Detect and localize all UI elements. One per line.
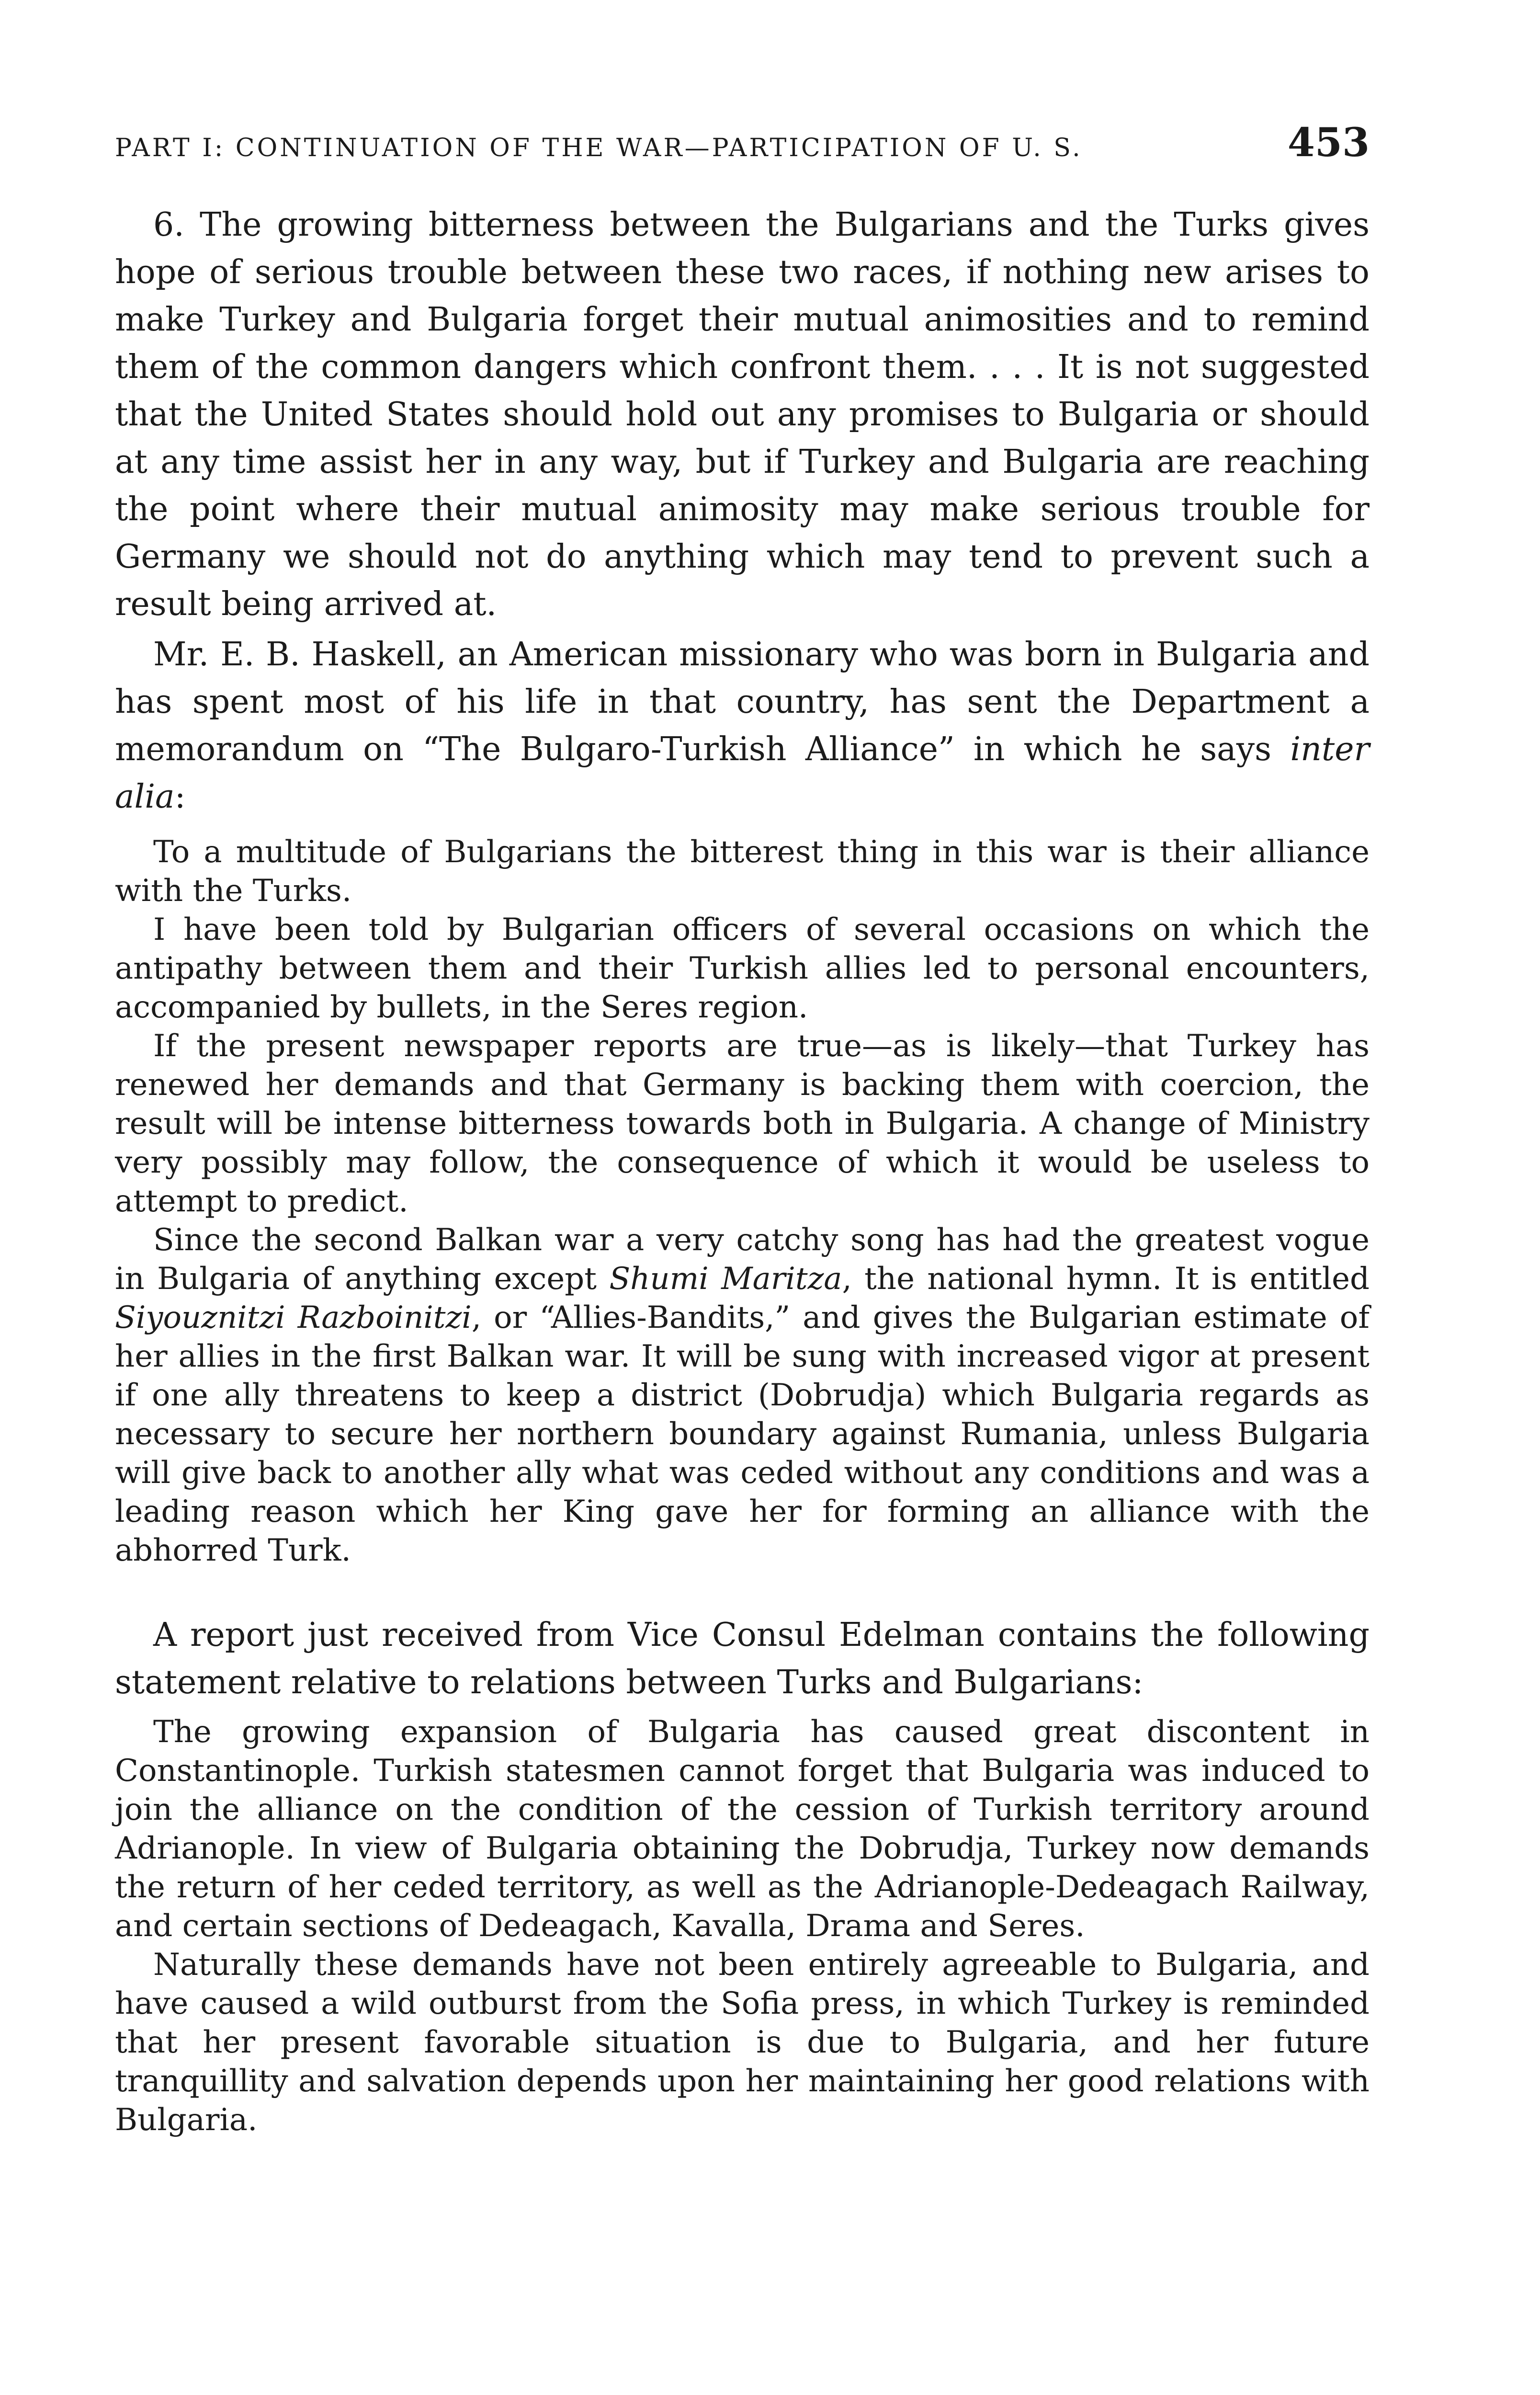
quote-song-text-1: Since the second Balkan war a very catchy song has had the greatest vogue in Bulgaria of anything except xyxy=(115,1222,1370,1297)
running-header xyxy=(115,120,1370,177)
quote-officers-encounters: I have been told by Bulgarian officers of several occasions on which the antipathy between them and their Turkish allies led to personal encounters, accompanied by bullets, in the Seres region. xyxy=(115,912,1370,1025)
edelman-quotation xyxy=(115,1713,1370,2140)
song-title-shumi-maritza: Shumi Maritza xyxy=(609,1261,842,1297)
document-page xyxy=(115,120,1370,2140)
quote-bitterest-thing: To a multitude of Bulgarians the bitterest thing in this war is their alliance with the Turks. xyxy=(115,834,1370,909)
song-title-siyouznitzi: Siyouznitzi Razboinitzi xyxy=(115,1300,472,1335)
quote-catchy-song xyxy=(115,1221,1370,1570)
paragraph-haskell-colon: : xyxy=(174,778,186,816)
paragraph-haskell xyxy=(115,631,1370,821)
quote-newspaper-reports: If the present newspaper reports are true—as is likely—that Turkey has renewed her demands and that Germany is backing them with coercion, the result will be intense bitterness towards both in Bulgaria. A change of Ministry very possibly may follow, the consequence of which it would be useless to attempt to predict. xyxy=(115,1028,1370,1219)
page-number: 453 xyxy=(1287,120,1370,166)
paragraph-edelman-report: A report just received from Vice Consul Edelman contains the following statement relative to relations between Turks and Bulgarians: xyxy=(115,1616,1370,1701)
inter-alia-phrase: inter alia xyxy=(115,730,1370,816)
running-title: PART I: CONTINUATION OF THE WAR—PARTICIPATION OF U. S. xyxy=(115,134,1083,162)
quote-bulgarian-expansion: The growing expansion of Bulgaria has caused great discontent in Constantinople. Turkish statesmen cannot forget that Bulgaria was induced to join the alliance on the condition of the cession of Turkish territory around Adrianople. In view of Bulgaria obtaining the Dobrudja, Turkey now demands the return of her ceded territory, as well as the Adrianople-Dedeagach Railway, and certain sections of Dedeagach, Kavalla, Drama and Seres. xyxy=(115,1714,1370,1944)
paragraph-haskell-text: Mr. E. B. Haskell, an American missionary who was born in Bulgaria and has spent most of his life in that country, has sent the Department a memorandum on “The Bulgaro-Turkish Alliance” in which he says xyxy=(115,636,1370,768)
quote-song-text-2: , the national hymn. It is entitled xyxy=(842,1261,1370,1297)
quote-song-text-3: , or “Allies-Bandits,” and gives the Bulgarian estimate of her allies in the first Balkan war. It will be sung with increased vigor at present if one ally threatens to keep a district (Dobrudja) which Bulgaria regards as necessary to secure her northern boundary against Rumania, unless Bulgaria will give back to another ally what was ceded without any conditions and was a leading reason which her King gave her for forming an alliance with the abhorred Turk. xyxy=(115,1300,1370,1568)
paragraph-six: 6. The growing bitterness between the Bulgarians and the Turks gives hope of serious trouble between these two races, if nothing new arises to make Turkey and Bulgaria forget their mutual animosities and to remind them of the common dangers which confront them. . . . It is not suggested that the United States should hold out any promises to Bulgaria or should at any time assist her in any way, but if Turkey and Bulgaria are reaching the point where their mutual animosity may make serious trouble for Germany we should not do anything which may tend to prevent such a result being arrived at. xyxy=(115,206,1370,623)
quote-sofia-press: Naturally these demands have not been entirely agreeable to Bulgaria, and have caused a wild outburst from the Sofia press, in which Turkey is reminded that her present favorable situation is due to Bulgaria, and her future tranquillity and salvation depends upon her maintaining her good relations with Bulgaria. xyxy=(115,1947,1370,2138)
haskell-quotation xyxy=(115,833,1370,1570)
